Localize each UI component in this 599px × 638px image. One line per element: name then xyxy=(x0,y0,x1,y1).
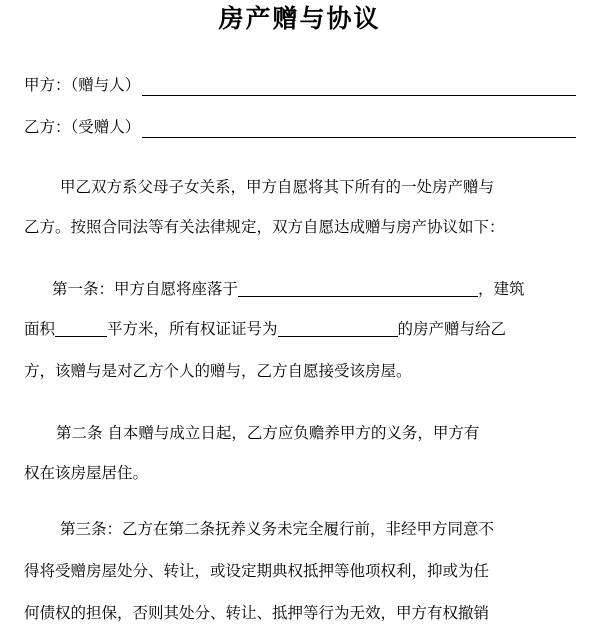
article-1-line-3: 方，该赠与是对乙方个人的赠与，乙方自愿接受该房屋。 xyxy=(24,362,412,380)
area-blank xyxy=(55,320,107,337)
certificate-number-blank xyxy=(278,320,398,337)
party-a-label: 甲方：（赠与人） xyxy=(24,76,141,94)
party-b-label: 乙方：（受赠人） xyxy=(24,118,141,136)
article-1-text-c: 的房产赠与给乙 xyxy=(397,320,507,338)
article-1-cert-label: 平方米，所有权证证号为 xyxy=(107,320,278,338)
party-b-row xyxy=(24,116,576,138)
article-1-text-b: ，建筑 xyxy=(478,280,525,298)
party-a-blank xyxy=(142,77,576,96)
intro-line-1: 甲乙双方系父母子女关系，甲方自愿将其下所有的一处房产赠与 xyxy=(60,178,495,196)
article-1-line-1 xyxy=(52,278,525,300)
article-1-text-a: 第一条：甲方自愿将座落于 xyxy=(52,280,239,298)
article-3-line-3: 何债权的担保，否则其处分、转让、抵押等行为无效，甲方有权撤销 xyxy=(24,604,490,622)
article-2-line-1: 第二条 自本赠与成立日起，乙方应负赡养甲方的义务，甲方有 xyxy=(56,424,480,442)
article-3-line-2: 得将受赠房屋处分、转让，或设定期典权抵押等他项权利，抑或为任 xyxy=(24,562,490,580)
article-1-area-label: 面积 xyxy=(24,320,56,338)
article-1-line-2 xyxy=(24,318,506,340)
article-2-line-2: 权在该房屋居住。 xyxy=(24,464,149,482)
party-a-row xyxy=(24,74,576,96)
intro-line-2: 乙方。按照合同法等有关法律规定，双方自愿达成赠与房产协议如下： xyxy=(24,218,505,236)
party-b-blank xyxy=(142,119,576,138)
address-blank xyxy=(238,280,478,297)
article-3-line-1: 第三条：乙方在第二条抚养义务未完全履行前，非经甲方同意不 xyxy=(60,520,495,538)
document-title: 房产赠与协议 xyxy=(218,4,381,33)
